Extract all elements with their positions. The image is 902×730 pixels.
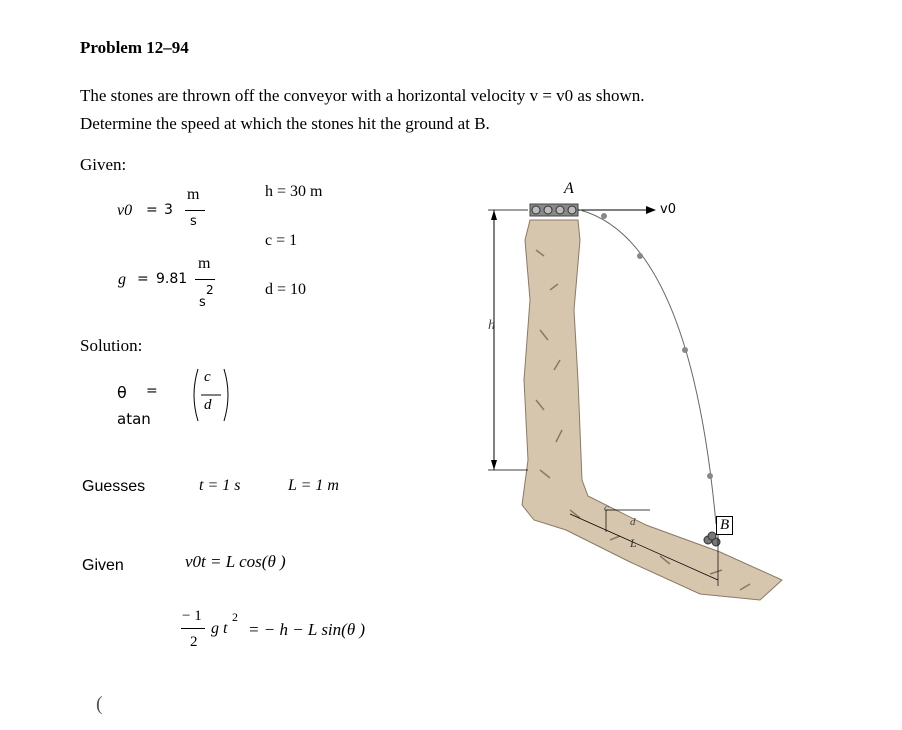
atan-denominator: d <box>204 397 212 413</box>
g-fraction-bar <box>195 279 215 280</box>
given-block-label: Given <box>82 557 124 574</box>
trajectory-path <box>580 210 716 524</box>
equation-2-numerator: − 1 <box>182 608 202 624</box>
guess-L: L = 1 m <box>288 477 339 494</box>
label-B: B <box>716 516 733 535</box>
g-unit-numerator: m <box>198 255 211 272</box>
atan-function: atan <box>117 410 151 428</box>
d-expression: d = 10 <box>265 281 307 298</box>
equation-2-fraction-bar <box>181 628 205 629</box>
equation-1: v0t = L cos(θ ) <box>185 552 286 571</box>
solution-heading: Solution: <box>80 336 143 355</box>
problem-title: Problem 12–94 <box>80 38 189 57</box>
v0-symbol: v0 <box>117 202 133 219</box>
atan-parentheses <box>188 367 234 423</box>
h-expression: h = 30 m <box>265 183 323 200</box>
label-h: h <box>488 318 495 333</box>
problem-statement-line1: The stones are thrown off the conveyor with a horizontal velocity v = v0 as shown. <box>80 86 645 105</box>
g-equals: = <box>137 271 149 287</box>
g-unit-exponent: 2 <box>206 283 214 297</box>
equation-2-rhs: = − h − L sin(θ ) <box>248 620 366 639</box>
label-d: d <box>630 516 636 528</box>
cliff-rock <box>522 220 782 600</box>
guesses-label: Guesses <box>82 478 146 495</box>
equation-2-denominator: 2 <box>190 634 198 650</box>
given-heading: Given: <box>80 155 127 174</box>
problem-statement-line2: Determine the speed at which the stones hit the ground at B. <box>80 114 490 133</box>
equation-2-exponent: 2 <box>232 610 238 624</box>
equation-2-gt: g t <box>211 620 228 637</box>
g-unit-denominator: s <box>199 295 206 310</box>
g-value: 9.81 <box>156 271 188 287</box>
stray-parenthesis: ( <box>96 693 103 715</box>
label-c: c <box>604 502 609 514</box>
v0-unit-denominator: s <box>190 214 197 229</box>
label-L: L <box>630 536 637 550</box>
guess-t: t = 1 s <box>199 477 241 494</box>
v0-unit-numerator: m <box>187 186 200 203</box>
label-v0: v0 <box>660 202 676 217</box>
g-symbol: g <box>118 271 126 288</box>
label-A: A <box>564 180 574 197</box>
c-expression: c = 1 <box>265 232 298 249</box>
v0-equals: = <box>146 202 158 218</box>
theta-equals: = <box>146 383 158 399</box>
v0-value: 3 <box>164 202 173 218</box>
atan-numerator: c <box>204 369 211 385</box>
theta-symbol: θ <box>117 383 127 402</box>
v0-fraction-bar <box>185 210 205 211</box>
